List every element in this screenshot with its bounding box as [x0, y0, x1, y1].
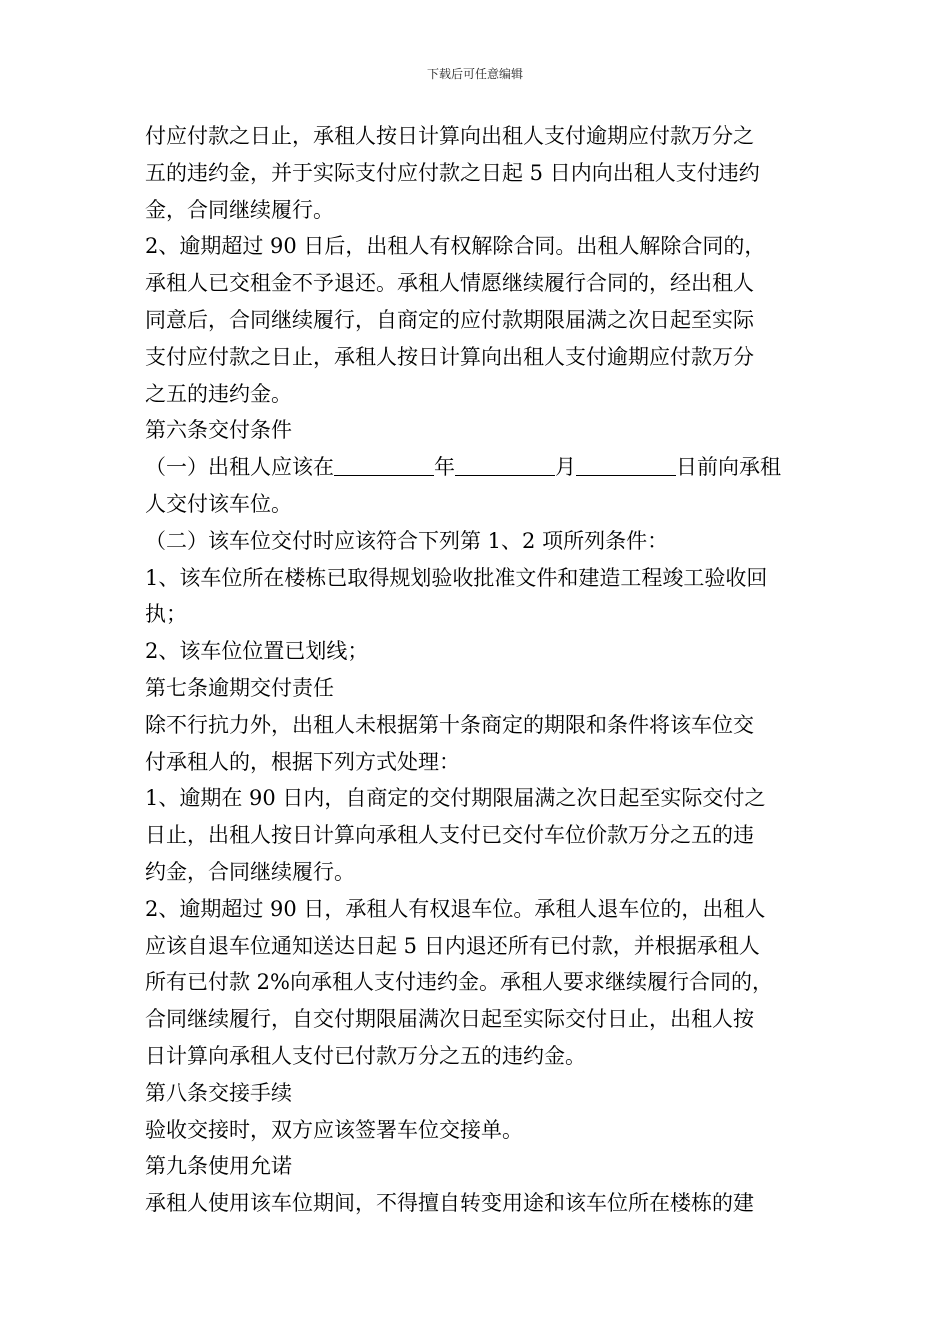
text-line: 五的违约金，并于实际支付应付款之日起 5 日内向出租人支付违约 — [145, 160, 760, 185]
text-line: 2、该车位位置已划线； — [145, 639, 369, 664]
text-line: 除不行抗力外，出租人未根据第十条商定的期限和条件将该车位交 — [145, 712, 754, 737]
text-line: 承租人已交租金不予退还。承租人情愿继续履行合同的，经出租人 — [145, 271, 754, 296]
text-line: 2、逾期超过 90 日后，出租人有权解除合同。出租人解除合同的， — [145, 234, 766, 259]
text-line: 所有已付款 2%向承租人支付违约金。承租人要求继续履行合同的， — [145, 970, 773, 995]
year-label: 年 — [434, 455, 455, 480]
page-header: 下载后可任意编辑 — [426, 67, 523, 81]
text-line: 2、逾期超过 90 日，承租人有权退车位。承租人退车位的，出租人 — [145, 896, 766, 921]
text-line: 之五的违约金。 — [145, 381, 292, 406]
text-line: 人交付该车位。 — [145, 491, 292, 516]
text-line: 验收交接时，双方应该签署车位交接单。 — [145, 1117, 523, 1142]
text-line: 承租人使用该车位期间，不得擅自转变用途和该车位所在楼栋的建 — [145, 1191, 754, 1216]
text-line: 日止，出租人按日计算向承租人支付已交付车位价款万分之五的违 — [145, 823, 754, 848]
text-line: 1、逾期在 90 日内，自商定的交付期限届满之次日起至实际交付之 — [145, 786, 766, 811]
section-heading: 第八条交接手续 — [145, 1080, 292, 1105]
year-blank — [334, 453, 434, 476]
text-line: 金，合同继续履行。 — [145, 197, 334, 222]
text-line: 应该自退车位通知送达日起 5 日内退还所有已付款，并根据承租人 — [145, 933, 760, 958]
section-heading: 第七条逾期交付责任 — [145, 675, 334, 700]
text-line: （二）该车位交付时应该符合下列第 1、2 项所列条件： — [145, 528, 669, 553]
text-line: 合同继续履行，自交付期限届满次日起至实际交付日止，出租人按 — [145, 1007, 754, 1032]
text-line: 付承租人的，根据下列方式处理： — [145, 749, 460, 774]
section-heading: 第六条交付条件 — [145, 418, 292, 443]
month-blank — [455, 453, 555, 476]
delivery-date-line — [145, 449, 810, 486]
text-line: 付应付款之日止，承租人按日计算向出租人支付逾期应付款万分之 — [145, 124, 754, 148]
section-heading: 第九条使用允诺 — [145, 1154, 292, 1179]
document-body — [145, 118, 810, 1222]
text-line: 1、该车位所在楼栋已取得规划验收批准文件和建造工程竣工验收回 — [145, 565, 768, 590]
text-line: 支付应付款之日止，承租人按日计算向出租人支付逾期应付款万分 — [145, 344, 754, 369]
month-label: 月 — [555, 455, 576, 480]
text-line: 约金，合同继续履行。 — [145, 859, 355, 884]
text-line: 同意后，合同继续履行，自商定的应付款期限届满之次日起至实际 — [145, 307, 754, 332]
text-line: 日计算向承租人支付已付款万分之五的违约金。 — [145, 1043, 586, 1068]
text-line: 执； — [145, 602, 187, 627]
delivery-date-suffix: 日前向承租 — [676, 455, 781, 480]
delivery-date-prefix: （一）出租人应该在 — [145, 455, 334, 480]
day-blank — [576, 453, 676, 476]
